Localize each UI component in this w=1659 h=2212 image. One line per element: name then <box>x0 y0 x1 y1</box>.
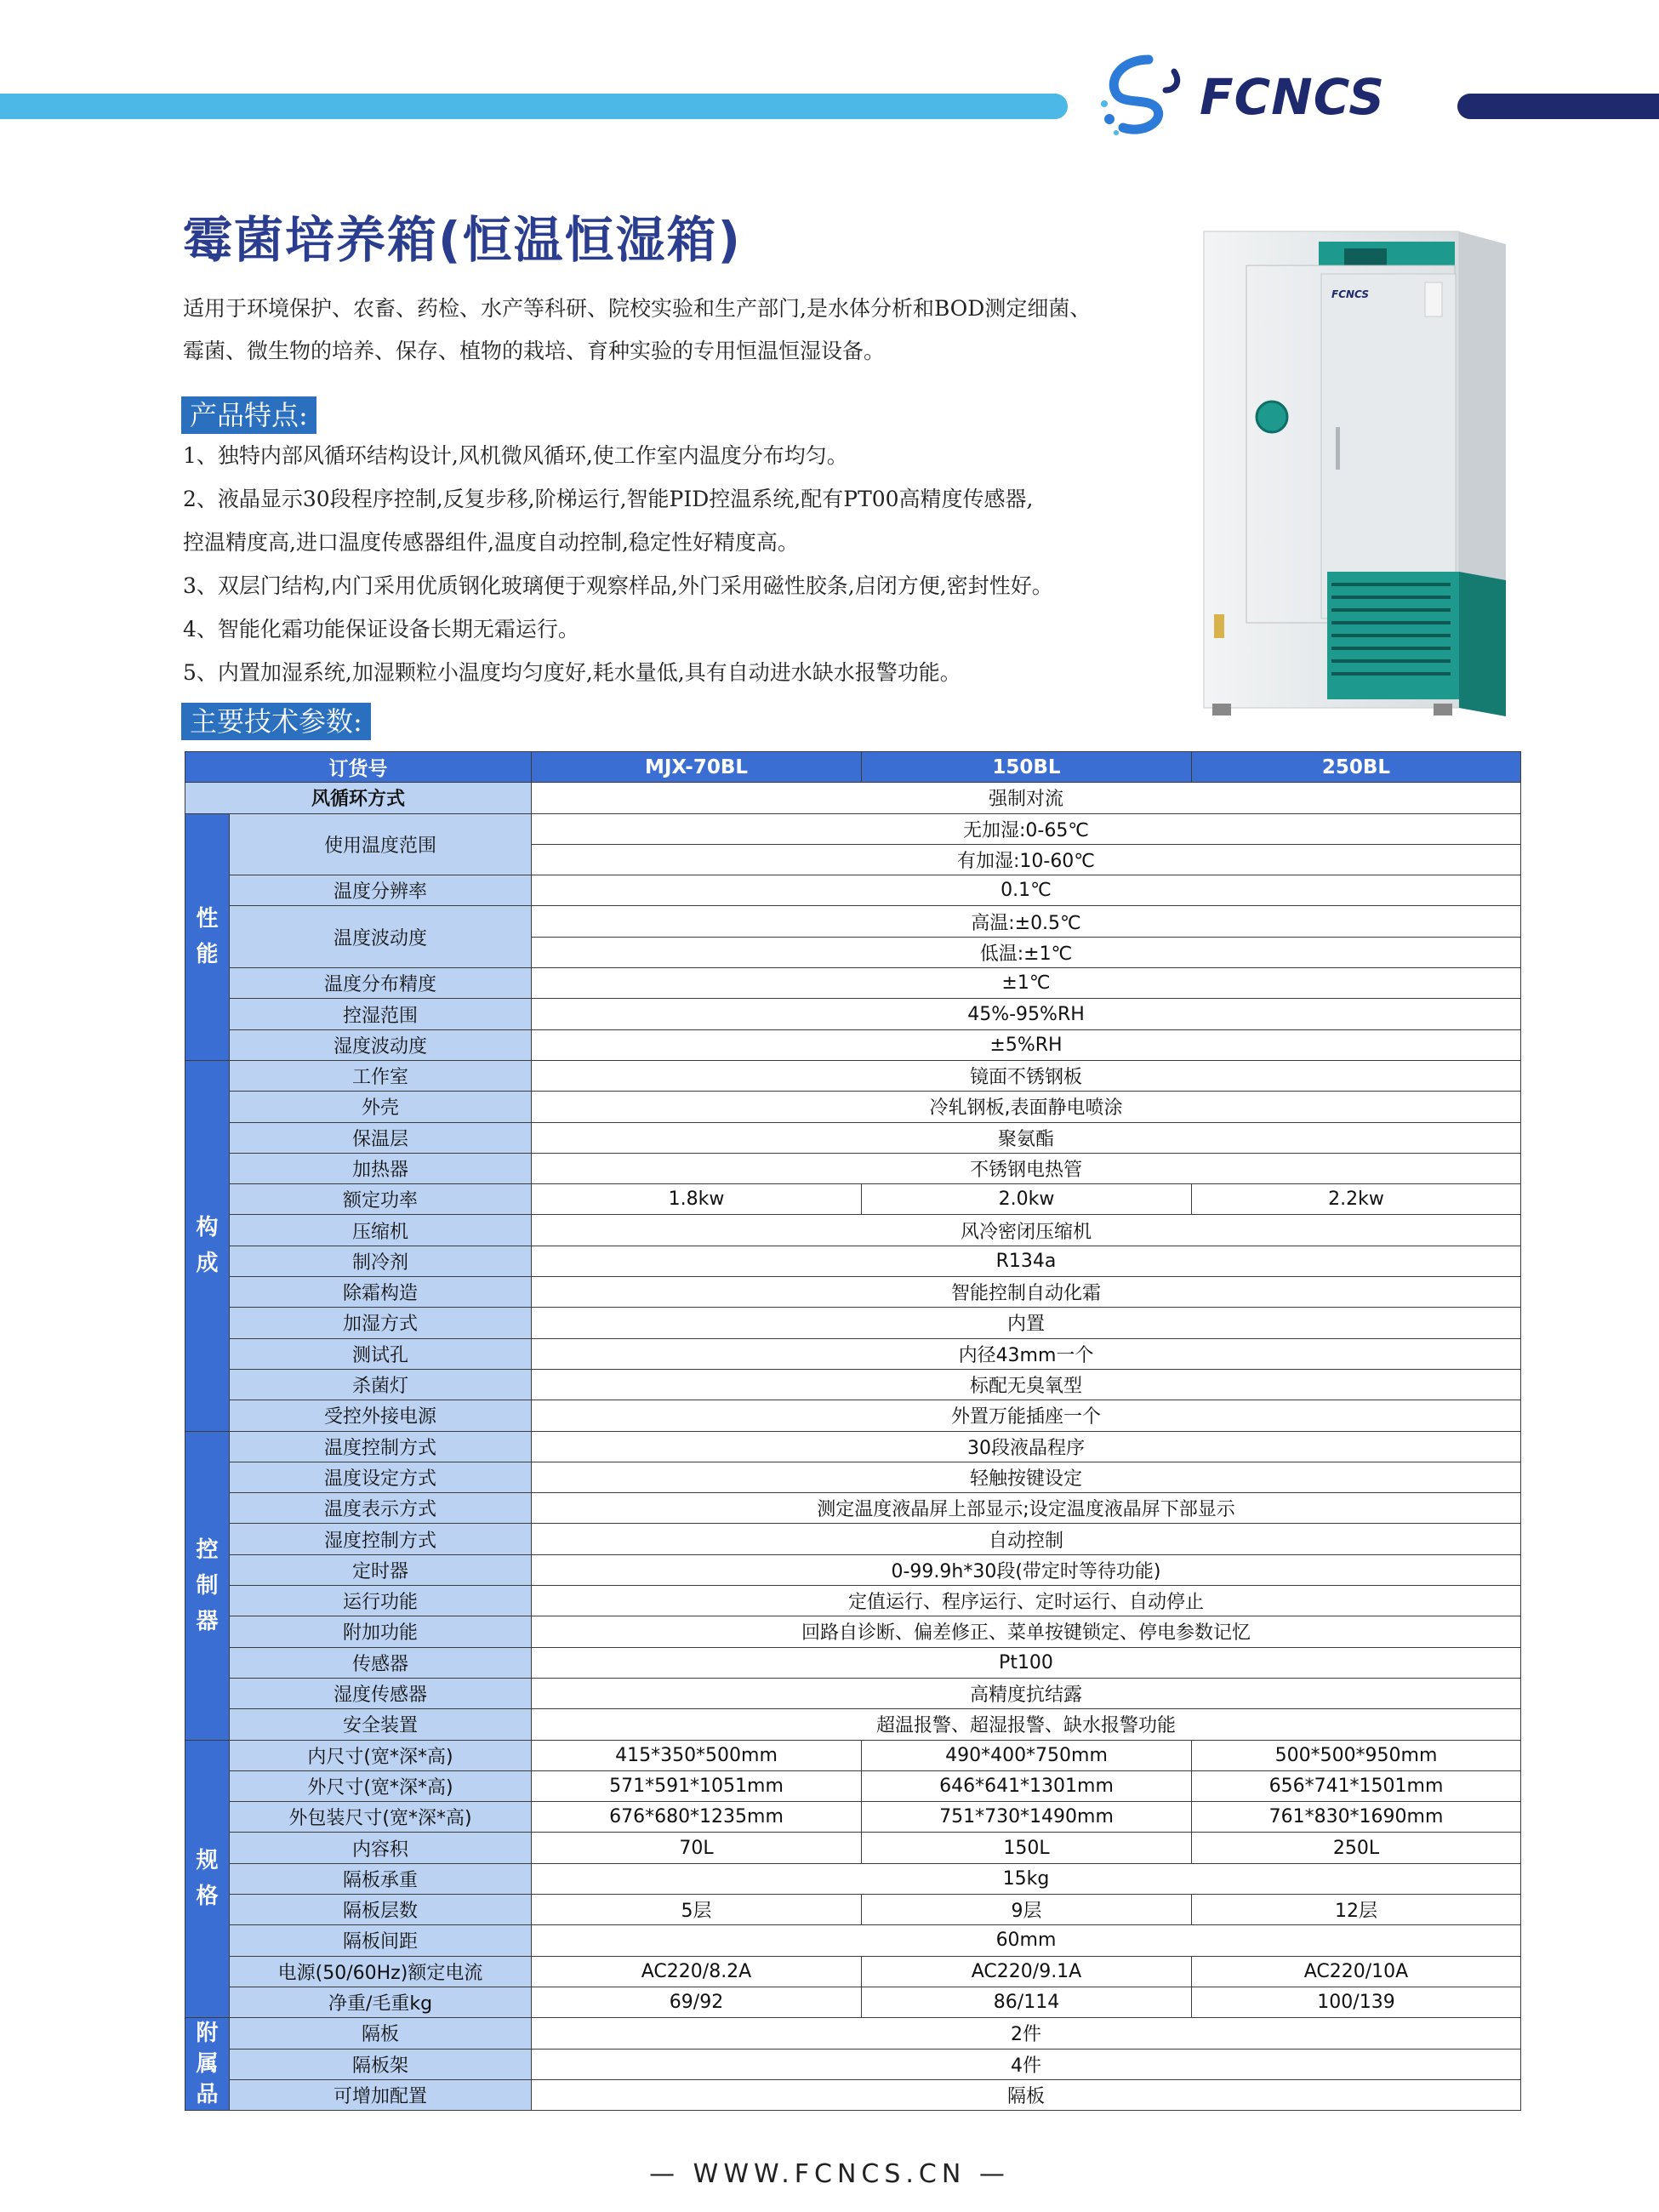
table-row <box>185 968 1521 999</box>
table-row <box>185 2049 1521 2079</box>
airflow-label: 风循环方式 <box>185 783 532 813</box>
cell-value: 2.0kw <box>862 1184 1192 1215</box>
row-label: 温度波动度 <box>230 906 532 968</box>
table-row <box>185 1709 1521 1740</box>
row-label: 可增加配置 <box>230 2079 532 2110</box>
table-row <box>185 1647 1521 1678</box>
cell-value: 69/92 <box>532 1987 862 2017</box>
cell-value: 镜面不锈钢板 <box>532 1060 1521 1091</box>
row-label: 隔板 <box>230 2018 532 2049</box>
brand-name: FCNCS <box>1200 68 1385 126</box>
cell-value: 2件 <box>532 2018 1521 2049</box>
row-label: 隔板间距 <box>230 1925 532 1956</box>
cell-value: 高精度抗结露 <box>532 1678 1521 1708</box>
cell-value: 500*500*950mm <box>1192 1740 1521 1770</box>
row-label: 加湿方式 <box>230 1308 532 1338</box>
row-label: 净重/毛重kg <box>230 1987 532 2017</box>
features-list <box>183 434 1204 694</box>
cell-value: 2.2kw <box>1192 1184 1521 1215</box>
cell-value: 内置 <box>532 1308 1521 1338</box>
table-row <box>185 1956 1521 1987</box>
table-row <box>185 1987 1521 2017</box>
cell-value: 自动控制 <box>532 1524 1521 1554</box>
cell-value: ±1℃ <box>532 968 1521 999</box>
cell-value: Pt100 <box>532 1647 1521 1678</box>
table-row <box>185 1863 1521 1894</box>
row-label: 制冷剂 <box>230 1246 532 1276</box>
row-label: 测试孔 <box>230 1338 532 1369</box>
table-row <box>185 1215 1521 1246</box>
cell-value: 761*830*1690mm <box>1192 1802 1521 1833</box>
cell-value: AC220/9.1A <box>862 1956 1192 1987</box>
row-label: 隔板层数 <box>230 1894 532 1924</box>
cell-value: AC220/10A <box>1192 1956 1521 1987</box>
cell-value: 571*591*1051mm <box>532 1770 862 1801</box>
table-row <box>185 2079 1521 2110</box>
cell-value: 轻触按键设定 <box>532 1462 1521 1492</box>
group-accessories: 附 属 品 <box>185 2018 230 2111</box>
cell-value: 9层 <box>862 1894 1192 1924</box>
cell-value: 490*400*750mm <box>862 1740 1192 1770</box>
row-label: 外壳 <box>230 1092 532 1122</box>
cell-value: 冷轧钢板,表面静电喷涂 <box>532 1092 1521 1122</box>
cell-value: 风冷密闭压缩机 <box>532 1215 1521 1246</box>
row-label: 温度分布精度 <box>230 968 532 999</box>
table-row <box>185 1554 1521 1585</box>
table-row <box>185 1369 1521 1400</box>
cell-value: AC220/8.2A <box>532 1956 862 1987</box>
intro-line: 霉菌、微生物的培养、保存、植物的栽培、育种实验的专用恒温恒湿设备。 <box>183 339 886 363</box>
table-row <box>185 1678 1521 1708</box>
intro-line: 适用于环境保护、农畜、药检、水产等科研、院校实验和生产部门,是水体分析和BOD测定细菌、 <box>183 296 1092 321</box>
row-label: 工作室 <box>230 1060 532 1091</box>
table-row <box>185 1277 1521 1308</box>
model-header: 150BL <box>862 752 1192 783</box>
row-label: 压缩机 <box>230 1215 532 1246</box>
table-row <box>185 1431 1521 1462</box>
model-header: 250BL <box>1192 752 1521 783</box>
row-label: 隔板架 <box>230 2049 532 2079</box>
row-label: 控湿范围 <box>230 999 532 1029</box>
row-label: 内尺寸(宽*深*高) <box>230 1740 532 1770</box>
table-row <box>185 1029 1521 1060</box>
brand-logo <box>1097 53 1421 138</box>
feature-item: 4、智能化霜功能保证设备长期无霜运行。 <box>183 617 579 641</box>
row-label: 隔板承重 <box>230 1863 532 1894</box>
table-row <box>185 1586 1521 1616</box>
cell-value: 超温报警、超湿报警、缺水报警功能 <box>532 1709 1521 1740</box>
row-label: 湿度控制方式 <box>230 1524 532 1554</box>
group-specification: 规 格 <box>185 1740 230 2018</box>
table-row <box>185 813 1521 844</box>
row-label: 湿度传感器 <box>230 1678 532 1708</box>
cell-value: 646*641*1301mm <box>862 1770 1192 1801</box>
cell-value: 高温:±0.5℃ <box>532 906 1521 937</box>
cell-value: 100/139 <box>1192 1987 1521 2017</box>
table-row <box>185 1925 1521 1956</box>
row-label: 附加功能 <box>230 1616 532 1647</box>
table-row <box>185 1308 1521 1338</box>
table-row <box>185 783 1521 813</box>
order-label: 订货号 <box>185 752 532 783</box>
cell-value: 5层 <box>532 1894 862 1924</box>
cell-value: 4件 <box>532 2049 1521 2079</box>
row-label: 湿度波动度 <box>230 1029 532 1060</box>
row-label: 除霜构造 <box>230 1277 532 1308</box>
table-row <box>185 1122 1521 1153</box>
table-row <box>185 752 1521 783</box>
cell-value: 86/114 <box>862 1987 1192 2017</box>
feature-item: 控温精度高,进口温度传感器组件,温度自动控制,稳定性好精度高。 <box>183 530 799 555</box>
row-label: 外尺寸(宽*深*高) <box>230 1770 532 1801</box>
row-label: 外包装尺寸(宽*深*高) <box>230 1802 532 1833</box>
intro-text <box>183 288 1187 373</box>
cell-value: 15kg <box>532 1863 1521 1894</box>
feature-item: 3、双层门结构,内门采用优质钢化玻璃便于观察样品,外门采用磁性胶条,启闭方便,密封性好。 <box>183 573 1053 598</box>
cell-value: 隔板 <box>532 2079 1521 2110</box>
cell-value: 751*730*1490mm <box>862 1802 1192 1833</box>
cell-value: 676*680*1235mm <box>532 1802 862 1833</box>
cell-value: 70L <box>532 1833 862 1863</box>
row-label: 杀菌灯 <box>230 1369 532 1400</box>
cell-value: ±5%RH <box>532 1029 1521 1060</box>
cell-value: 内径43mm一个 <box>532 1338 1521 1369</box>
params-heading: 主要技术参数: <box>181 703 371 740</box>
row-label: 温度设定方式 <box>230 1462 532 1492</box>
cell-value: 外置万能插座一个 <box>532 1400 1521 1431</box>
table-row <box>185 1770 1521 1801</box>
model-header: MJX-70BL <box>532 752 862 783</box>
row-label: 使用温度范围 <box>230 813 532 875</box>
row-label: 运行功能 <box>230 1586 532 1616</box>
cell-value: R134a <box>532 1246 1521 1276</box>
table-row <box>185 1338 1521 1369</box>
header-bar-left <box>0 94 1068 119</box>
group-structure: 构 成 <box>185 1060 230 1431</box>
row-label: 受控外接电源 <box>230 1400 532 1431</box>
features-heading: 产品特点: <box>181 396 316 434</box>
cell-value: 回路自诊断、偏差修正、菜单按键锁定、停电参数记忆 <box>532 1616 1521 1647</box>
feature-item: 5、内置加湿系统,加湿颗粒小温度均匀度好,耗水量低,具有自动进水缺水报警功能。 <box>183 660 961 685</box>
page-title: 霉菌培养箱(恒温恒湿箱) <box>183 211 743 269</box>
cell-value: 60mm <box>532 1925 1521 1956</box>
row-label: 电源(50/60Hz)额定电流 <box>230 1956 532 1987</box>
group-controller: 控 制 器 <box>185 1431 230 1740</box>
spec-table <box>185 751 1521 2111</box>
cell-value: 低温:±1℃ <box>532 937 1521 967</box>
cell-value: 聚氨酯 <box>532 1122 1521 1153</box>
row-label: 安全装置 <box>230 1709 532 1740</box>
cell-value: 0.1℃ <box>532 875 1521 906</box>
cell-value: 12层 <box>1192 1894 1521 1924</box>
cell-value: 656*741*1501mm <box>1192 1770 1521 1801</box>
cell-value: 不锈钢电热管 <box>532 1153 1521 1183</box>
cell-value: 有加湿:10-60℃ <box>532 844 1521 875</box>
row-label: 温度控制方式 <box>230 1431 532 1462</box>
footer-url: — WWW.FCNCS.CN — <box>649 2159 1010 2189</box>
group-performance: 性 能 <box>185 813 230 1060</box>
table-row <box>185 1060 1521 1091</box>
cell-value: 30段液晶程序 <box>532 1431 1521 1462</box>
table-row <box>185 1246 1521 1276</box>
row-label: 内容积 <box>230 1833 532 1863</box>
row-label: 保温层 <box>230 1122 532 1153</box>
table-row <box>185 1833 1521 1863</box>
row-label: 温度分辨率 <box>230 875 532 906</box>
feature-item: 2、液晶显示30段程序控制,反复步移,阶梯运行,智能PID控温系统,配有PT00高精度传感器, <box>183 487 1034 511</box>
cell-value: 45%-95%RH <box>532 999 1521 1029</box>
row-label: 传感器 <box>230 1647 532 1678</box>
row-label: 温度表示方式 <box>230 1493 532 1524</box>
table-row <box>185 999 1521 1029</box>
table-row <box>185 1740 1521 1770</box>
brand-swirl-icon <box>1097 53 1195 138</box>
row-label: 加热器 <box>230 1153 532 1183</box>
table-row <box>185 1524 1521 1554</box>
table-row <box>185 1153 1521 1183</box>
product-image <box>1195 223 1519 733</box>
table-row <box>185 1894 1521 1924</box>
cell-value: 定值运行、程序运行、定时运行、自动停止 <box>532 1586 1521 1616</box>
cell-value: 0-99.9h*30段(带定时等待功能) <box>532 1554 1521 1585</box>
table-row <box>185 1400 1521 1431</box>
cell-value: 150L <box>862 1833 1192 1863</box>
door-brand: FCNCS <box>1331 288 1370 300</box>
table-row <box>185 1184 1521 1215</box>
airflow-value: 强制对流 <box>532 783 1521 813</box>
header-bar-right <box>1457 94 1659 119</box>
table-row <box>185 1493 1521 1524</box>
table-row <box>185 875 1521 906</box>
table-row <box>185 1802 1521 1833</box>
table-row <box>185 1092 1521 1122</box>
cell-value: 415*350*500mm <box>532 1740 862 1770</box>
cell-value: 无加湿:0-65℃ <box>532 813 1521 844</box>
cell-value: 测定温度液晶屏上部显示;设定温度液晶屏下部显示 <box>532 1493 1521 1524</box>
row-label: 定时器 <box>230 1554 532 1585</box>
table-row <box>185 906 1521 937</box>
cell-value: 250L <box>1192 1833 1521 1863</box>
feature-item: 1、独特内部风循环结构设计,风机微风循环,使工作室内温度分布均匀。 <box>183 443 848 468</box>
row-label: 额定功率 <box>230 1184 532 1215</box>
cell-value: 1.8kw <box>532 1184 862 1215</box>
table-row <box>185 1462 1521 1492</box>
cell-value: 智能控制自动化霜 <box>532 1277 1521 1308</box>
table-row <box>185 2018 1521 2049</box>
table-row <box>185 1616 1521 1647</box>
cell-value: 标配无臭氧型 <box>532 1369 1521 1400</box>
